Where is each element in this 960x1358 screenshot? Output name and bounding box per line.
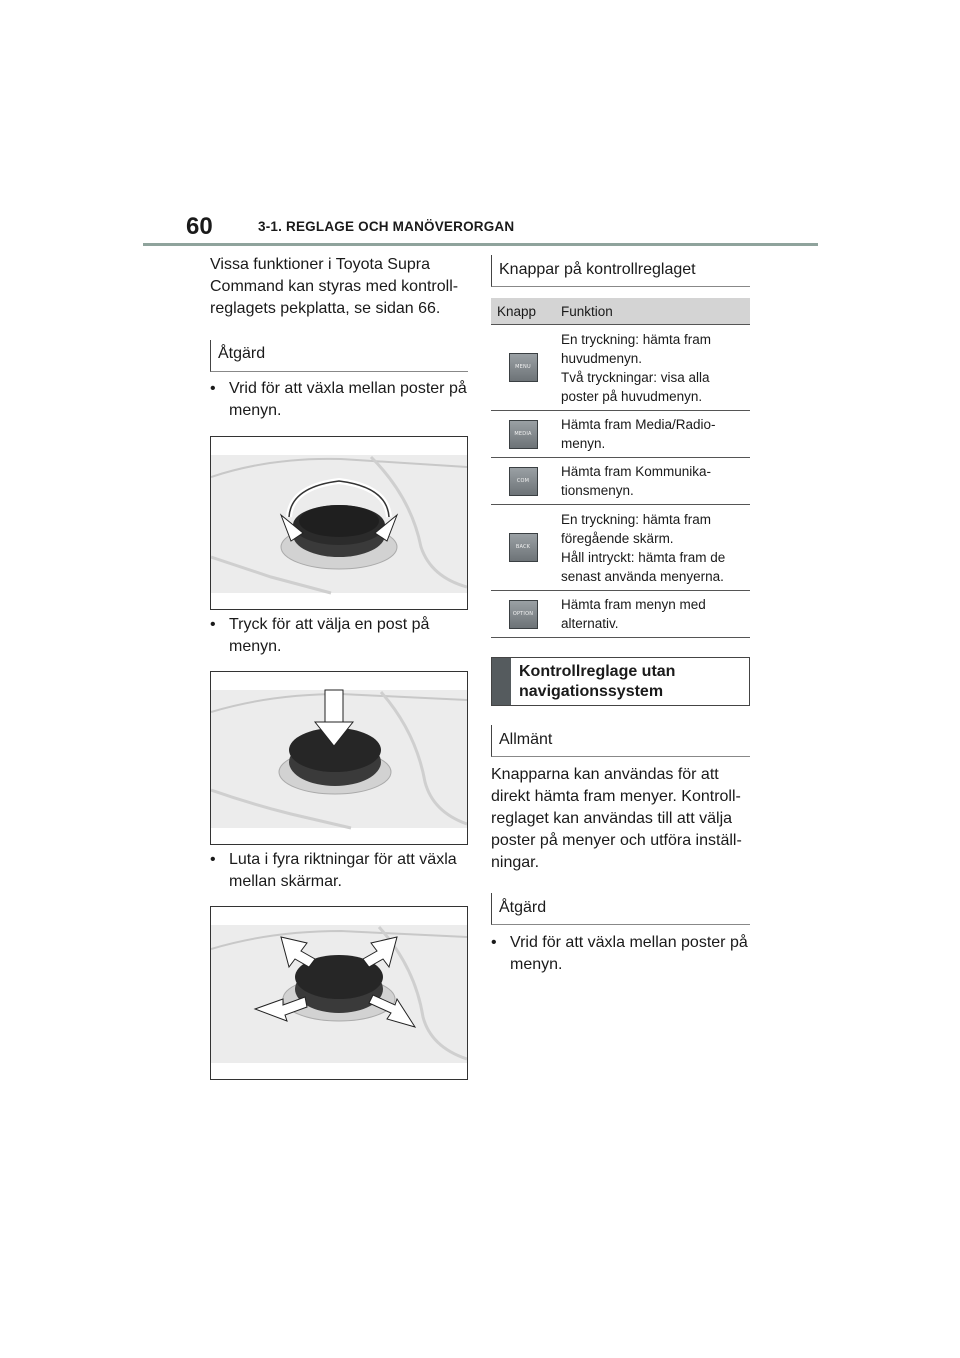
table-cell-function: Hämta fram Kommunika-tionsmenyn. <box>555 458 750 505</box>
bullet-rotate-right: • Vrid för att växla mellan poster på menyn. <box>491 934 748 973</box>
section-title: 3-1. REGLAGE OCH MANÖVERORGAN <box>258 219 515 234</box>
allmant-text: Knapparna kan användas för att direkt hämta fram menyer. Kontroll-reglaget kan användas till att välja poster på menyer och utföra inställ-ningar. <box>491 766 742 871</box>
bullet-rotate-text: Vrid för att växla mellan poster på menyn. <box>229 380 467 419</box>
table-cell-function: En tryckning: hämta fram huvudmenyn. Två tryckningar: visa alla poster på huvudmenyn. <box>555 325 750 411</box>
buttons-table-wrapper <box>491 298 750 638</box>
navigation-box-title: Kontrollreglage utan navigationssystem <box>519 663 676 700</box>
table-row <box>491 505 750 591</box>
table-row <box>491 458 750 505</box>
media-button-icon: MEDIA <box>509 420 538 449</box>
allmant-heading-text: Allmänt <box>499 731 553 748</box>
header-rule <box>143 243 818 246</box>
back-button-icon: BACK <box>509 533 538 562</box>
intro-paragraph <box>210 254 470 320</box>
bullet-tilt: • Luta i fyra riktningar för att växla mellan skärmar. <box>210 851 457 890</box>
table-header-row <box>491 298 750 325</box>
buttons-table <box>491 298 750 638</box>
com-button-icon: COM <box>509 467 538 496</box>
table-heading-text: Knappar på kontrollreglaget <box>499 261 696 278</box>
controller-rotate-illustration <box>211 437 467 609</box>
intro-text: Vissa funktioner i Toyota Supra Command kan styras med kontroll-reglagets pekplatta, se sidan 66. <box>210 256 459 317</box>
table-row <box>491 325 750 411</box>
table-header-funktion: Funktion <box>555 298 750 325</box>
controller-press-illustration <box>211 672 467 844</box>
bullet-press: • Tryck för att välja en post på menyn. <box>210 616 430 655</box>
bullet-tilt-text: Luta i fyra riktningar för att växla mellan skärmar. <box>229 851 457 890</box>
table-row <box>491 591 750 638</box>
navigation-box <box>491 657 750 706</box>
atgard-heading-right <box>491 893 750 925</box>
atgard-heading-right-text: Åtgärd <box>499 899 547 916</box>
allmant-heading <box>491 725 750 757</box>
table-heading <box>491 255 750 287</box>
figure-controller-press <box>210 671 468 845</box>
page-number: 60 <box>186 213 213 240</box>
table-row <box>491 411 750 458</box>
table-header-knapp: Knapp <box>491 298 555 325</box>
atgard-heading-left <box>210 340 468 372</box>
figure-controller-tilt <box>210 906 468 1080</box>
option-button-icon: OPTION <box>509 600 538 629</box>
navigation-box-bar <box>492 658 511 705</box>
atgard-heading-text: Åtgärd <box>218 345 266 362</box>
allmant-paragraph <box>491 764 753 874</box>
bullet-rotate-right-text: Vrid för att växla mellan poster på menyn. <box>510 934 748 973</box>
menu-button-icon: MENU <box>509 353 538 382</box>
figure-controller-rotate <box>210 436 468 610</box>
bullet-press-text: Tryck för att välja en post på menyn. <box>229 616 430 655</box>
bullet-rotate: • Vrid för att växla mellan poster på menyn. <box>210 380 467 419</box>
controller-tilt-illustration <box>211 907 467 1079</box>
table-cell-function: Hämta fram Media/Radio-menyn. <box>555 411 750 458</box>
table-cell-function: Hämta fram menyn med alternativ. <box>555 591 750 638</box>
table-cell-function: En tryckning: hämta fram föregående skärm. Håll intryckt: hämta fram de senast använda menyerna. <box>555 505 750 591</box>
